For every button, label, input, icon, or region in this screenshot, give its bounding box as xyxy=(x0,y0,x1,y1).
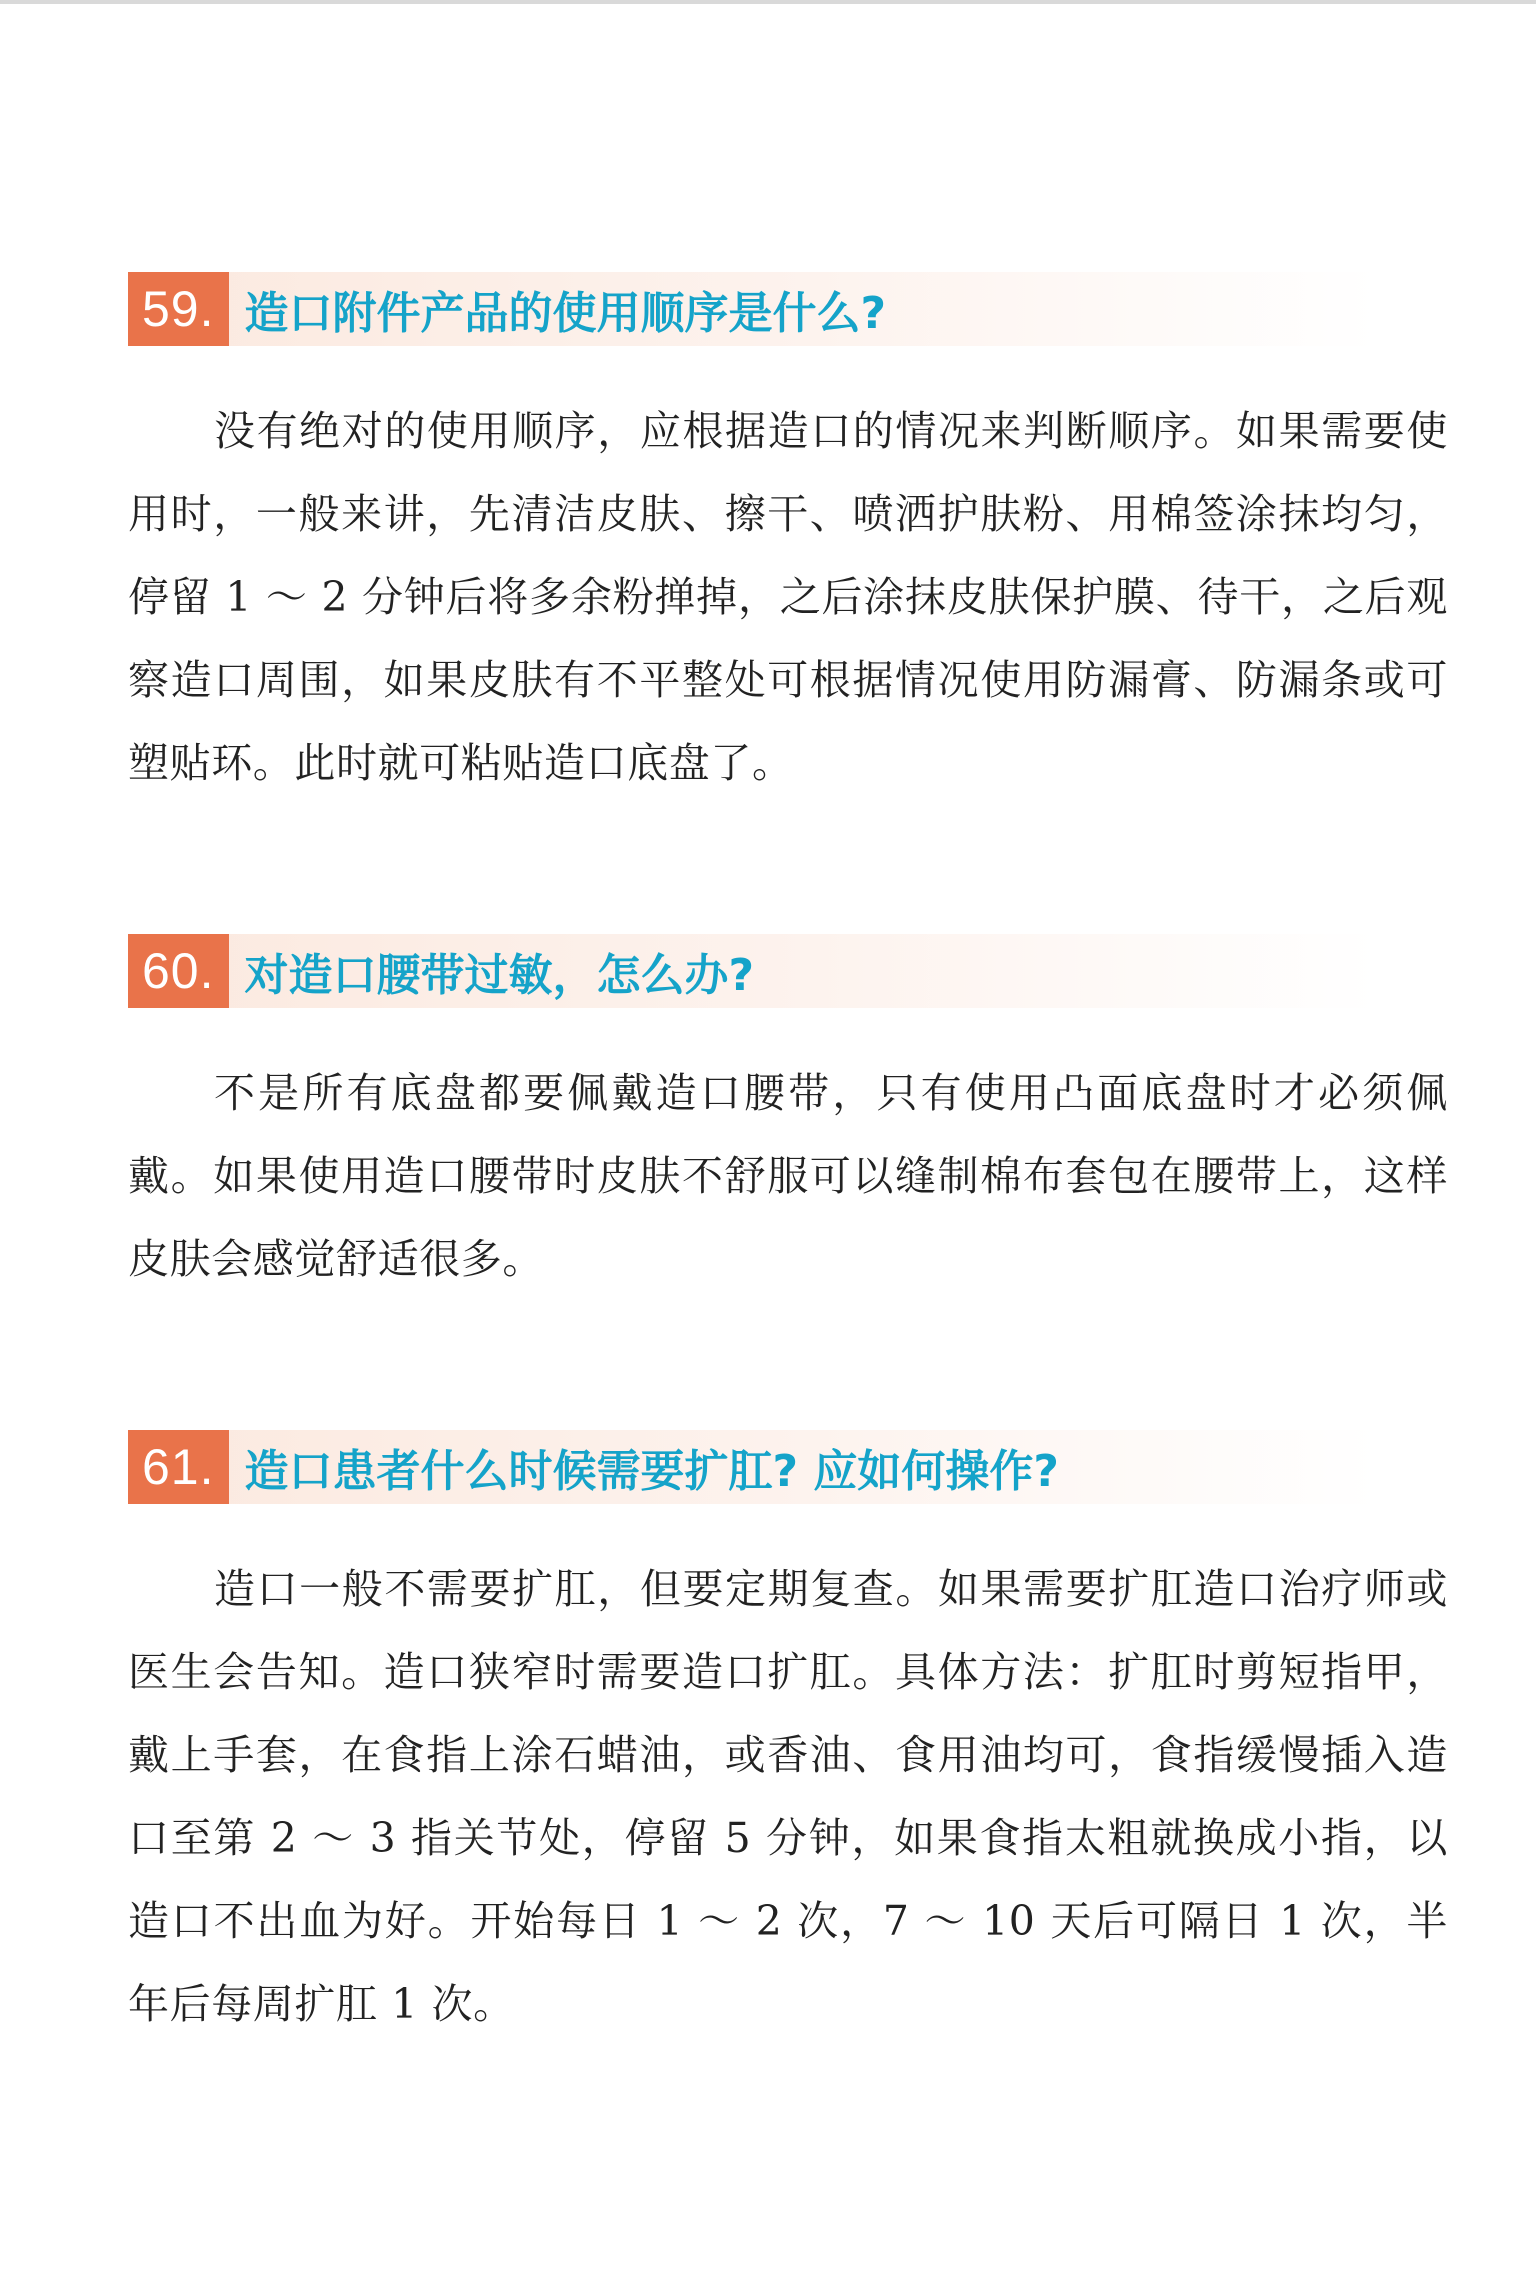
page-top-edge xyxy=(0,0,1536,4)
question-number: 59. xyxy=(128,272,229,346)
question-number: 60. xyxy=(128,934,229,1008)
answer-paragraph: 不是所有底盘都要佩戴造口腰带，只有使用凸面底盘时才必须佩戴。如果使用造口腰带时皮肤不舒服可以缝制棉布套包在腰带上，这样皮肤会感觉舒适很多。 xyxy=(128,1069,1448,1283)
question-title: 造口附件产品的使用顺序是什么? xyxy=(244,288,887,339)
question-header xyxy=(128,1430,1378,1504)
answer-paragraph: 没有绝对的使用顺序，应根据造口的情况来判断顺序。如果需要使用时，一般来讲，先清洁皮肤、擦干、喷洒护肤粉、用棉签涂抹均匀，停留 1 ～ 2 分钟后将多余粉掸掉，之后涂抹皮肤保护膜、待干，之后观察造口周围，如果皮肤有不平整处可根据情况使用防漏膏、防漏条或可塑贴环。此时就可粘贴造口底盘了。 xyxy=(128,407,1448,787)
qa-section-61 xyxy=(128,1430,1448,2046)
answer-paragraph: 造口一般不需要扩肛，但要定期复查。如果需要扩肛造口治疗师或医生会告知。造口狭窄时需要造口扩肛。具体方法：扩肛时剪短指甲，戴上手套，在食指上涂石蜡油，或香油、食用油均可，食指缓慢插入造口至第 2 ～ 3 指关节处，停留 5 分钟，如果食指太粗就换成小指，以造口不出血为好。开始每日 1 ～ 2 次，7 ～ 10 天后可隔日 1 次，半年后每周扩肛 1 次。 xyxy=(128,1565,1448,2028)
qa-section-59 xyxy=(128,272,1448,805)
question-title: 造口患者什么时候需要扩肛? 应如何操作? xyxy=(244,1446,1059,1497)
question-header xyxy=(128,272,1378,346)
question-number: 61. xyxy=(128,1430,229,1504)
question-title: 对造口腰带过敏，怎么办? xyxy=(244,950,755,1001)
qa-section-60 xyxy=(128,934,1448,1301)
question-header xyxy=(128,934,1378,1008)
